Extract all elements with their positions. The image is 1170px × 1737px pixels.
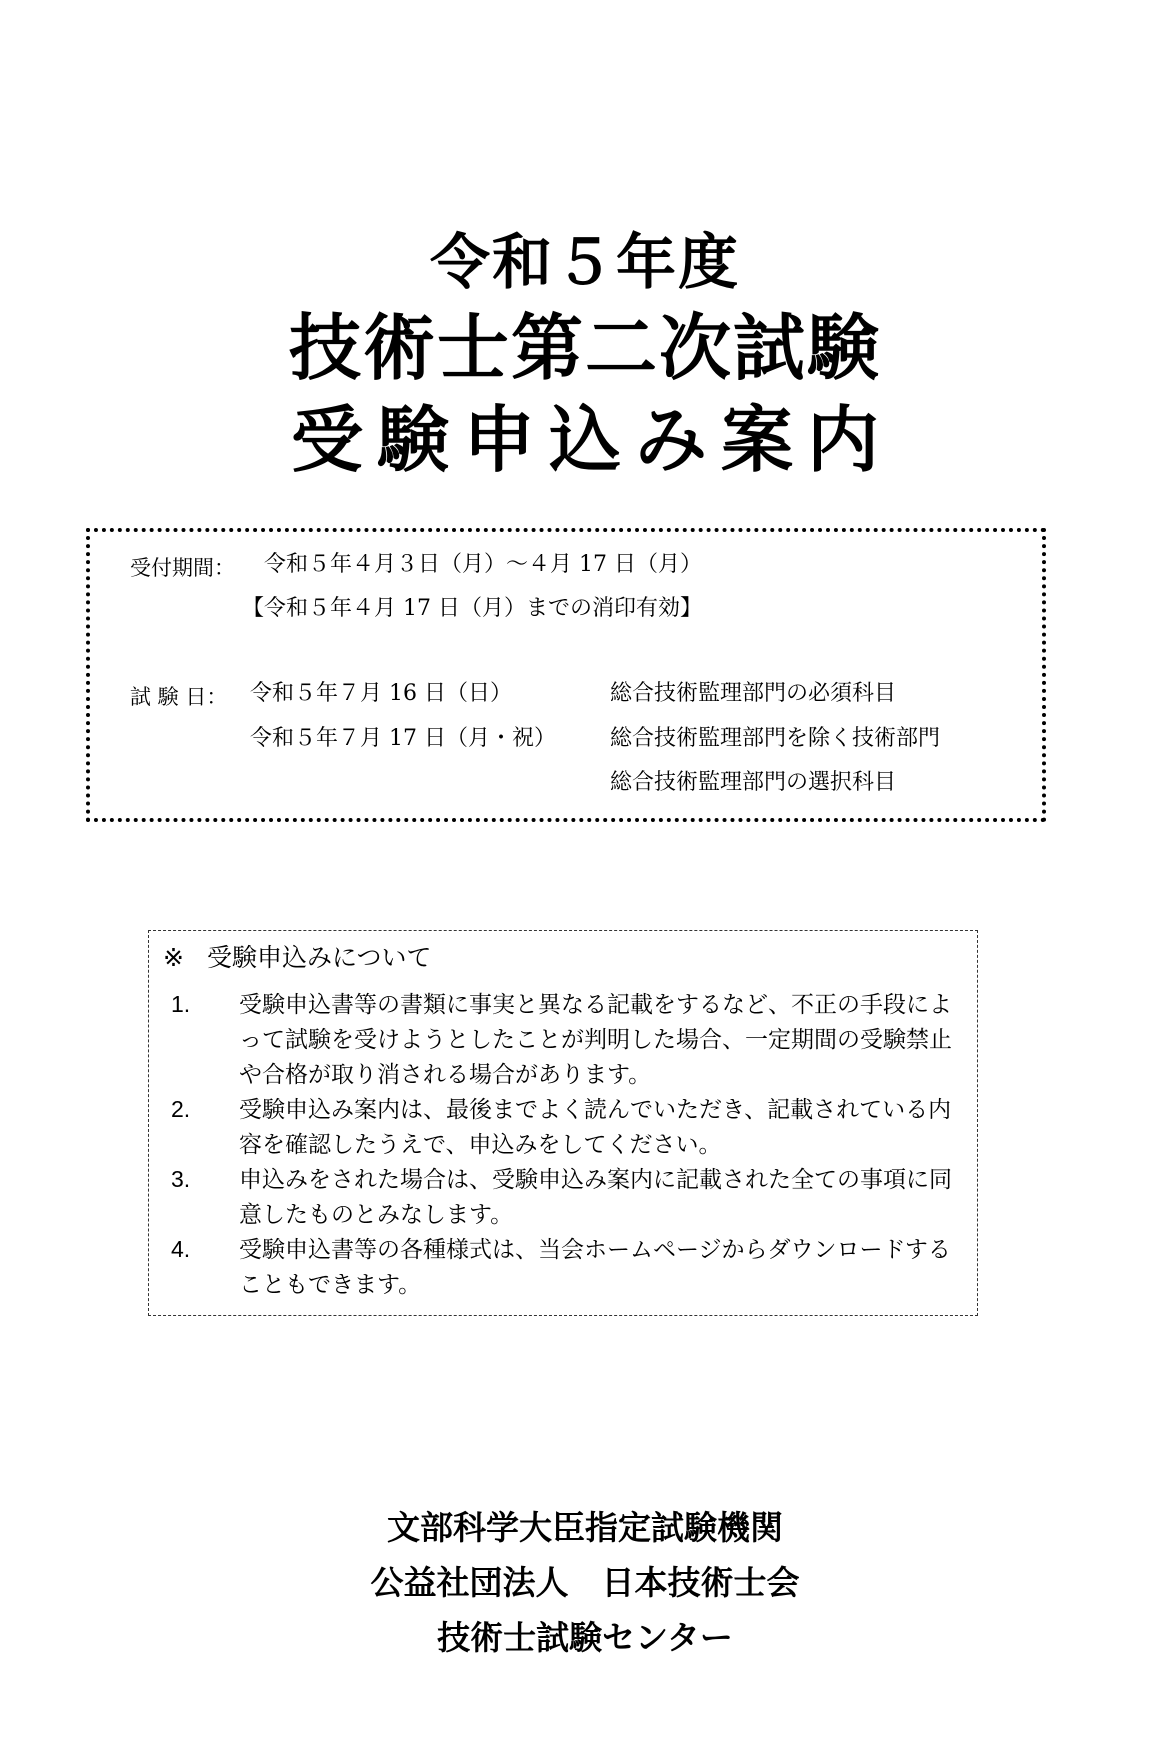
notice-box	[148, 930, 978, 1316]
issuer-designation: 文部科学大臣指定試験機関	[387, 1508, 783, 1547]
notice-item-text: 受験申込書等の書類に事実と異なる記載をするなど、不正の手段によって試験を受けようとしたことが判明した場合、一定期間の受験禁止や合格が取り消される場合があります。	[239, 991, 952, 1087]
notice-item-text: 受験申込書等の各種様式は、当会ホームページからダウンロードすることもできます。	[239, 1236, 951, 1297]
notice-item	[171, 1232, 961, 1302]
notice-item	[171, 987, 961, 1092]
exam-date-label: 試 験 日：	[130, 685, 228, 709]
reception-period-label: 受付期間：	[130, 556, 235, 580]
notice-item-number: 2.	[171, 1096, 191, 1122]
notice-heading-text: 受験申込みについて	[207, 944, 432, 972]
issuer-block	[0, 1500, 1170, 1665]
notice-item-number: 1.	[171, 991, 191, 1017]
reception-period-value: 令和５年４月３日（月）～４月 17 日（月）	[264, 552, 702, 577]
notice-item-text: 受験申込み案内は、最後までよく読んでいただき、記載されている内容を確認したうえで、申込みをしてください。	[239, 1096, 952, 1157]
exam-subject-day2-2: 総合技術監理部門の選択科目	[610, 770, 897, 795]
document-title	[0, 228, 1170, 486]
notice-list	[171, 987, 961, 1302]
postmark-note: 【令和５年４月 17 日（月）までの消印有効】	[242, 596, 702, 621]
exam-subject-day2-1: 総合技術監理部門を除く技術部門	[610, 726, 941, 751]
title-application-guide: 受験申込み案内	[290, 397, 893, 482]
issuer-organization: 公益社団法人 日本技術士会	[370, 1563, 800, 1602]
notice-heading	[163, 941, 432, 975]
reference-mark-icon: ※	[163, 944, 184, 972]
notice-item	[171, 1092, 961, 1162]
schedule-box	[86, 528, 1046, 822]
notice-item	[171, 1162, 961, 1232]
title-exam-name: 技術士第二次試験	[288, 305, 881, 390]
exam-date-day2: 令和５年７月 17 日（月・祝）	[250, 726, 556, 751]
title-fiscal-year: 令和５年度	[430, 228, 740, 298]
notice-item-number: 3.	[171, 1166, 191, 1192]
exam-subject-day1-1: 総合技術監理部門の必須科目	[610, 681, 897, 706]
exam-date-day1: 令和５年７月 16 日（日）	[250, 681, 512, 706]
notice-item-number: 4.	[171, 1236, 191, 1262]
issuer-center: 技術士試験センター	[437, 1618, 733, 1657]
notice-item-text: 申込みをされた場合は、受験申込み案内に記載された全ての事項に同意したものとみなします。	[239, 1166, 952, 1227]
